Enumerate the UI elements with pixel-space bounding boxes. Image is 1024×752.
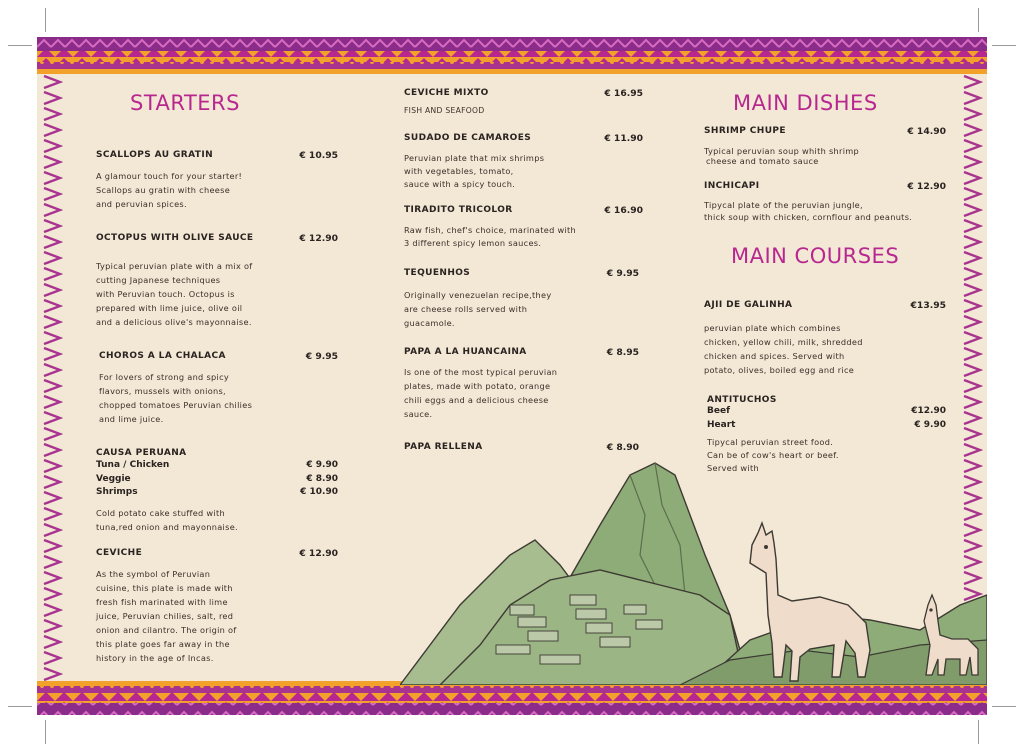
menu-item-sudado bbox=[404, 133, 643, 191]
menu-item-shrimp-chupe bbox=[704, 126, 946, 166]
item-name: AJII DE GALINHA bbox=[704, 300, 793, 310]
menu-item-tiradito bbox=[404, 205, 643, 250]
menu-item-choros bbox=[99, 351, 341, 426]
item-description: As the symbol of Peruvian cuisine, this plate is made with fresh fish marinated with lime juice, Peruvian chilies, salt, red onion and cilantro. The origin of this plate goes far away in the history in the age of Incas. bbox=[96, 569, 237, 663]
item-price: € 11.90 bbox=[604, 133, 643, 144]
item-name: CAUSA PERUANA bbox=[96, 448, 187, 458]
item-price: € 12.90 bbox=[907, 181, 946, 192]
item-name: SHRIMP CHUPE bbox=[704, 126, 786, 136]
main-courses-heading: MAIN COURSES bbox=[731, 244, 900, 268]
menu-item-ajii-de-galinha bbox=[704, 300, 946, 377]
item-name: SUDADO DE CAMAROES bbox=[404, 133, 532, 143]
item-price: € 12.90 bbox=[299, 233, 338, 244]
item-description: A glamour touch for your starter! Scallops au gratin with cheese and peruvian spices. bbox=[96, 171, 243, 209]
item-description: Raw fish, chef's choice, marinated with 3 different spicy lemon sauces. bbox=[404, 225, 577, 248]
crop-mark bbox=[45, 8, 46, 32]
menu-item-ceviche-mixto bbox=[404, 88, 643, 118]
item-price: € 12.90 bbox=[299, 548, 338, 559]
bottom-border-pattern bbox=[37, 681, 987, 715]
item-description: For lovers of strong and spicy flavors, mussels with onions, chopped tomatoes Peruvian chilies and lime juice. bbox=[99, 372, 253, 424]
menu-item-inchicapi bbox=[704, 181, 946, 223]
item-description: FISH AND SEAFOOD bbox=[404, 106, 485, 115]
left-border-pattern bbox=[41, 74, 63, 681]
item-name: OCTOPUS WITH OLIVE SAUCE bbox=[96, 233, 254, 243]
item-description: Originally venezuelan recipe,they are cheese rolls served with guacamole. bbox=[404, 290, 552, 328]
item-price: € 16.90 bbox=[604, 205, 643, 216]
item-description: Typical peruvian plate with a mix of cutting Japanese techniques with Peruvian touch. Octopus is prepared with lime juice, olive oil and a delicious olive's mayonnaise. bbox=[96, 261, 253, 327]
crop-mark bbox=[992, 706, 1016, 707]
menu-item-papa-huancaina bbox=[404, 347, 643, 421]
crop-mark bbox=[8, 45, 32, 46]
variant-row: Beef €12.90 bbox=[707, 406, 946, 416]
item-description: Typical peruvian soup whith shrimp cheese and tomato sauce bbox=[704, 146, 860, 166]
machu-picchu-illustration bbox=[400, 445, 987, 685]
menu-item-papa-rellena bbox=[404, 442, 643, 452]
menu-item-antituchos bbox=[707, 395, 946, 475]
item-price: € 10.95 bbox=[299, 150, 338, 161]
menu-item-ceviche bbox=[96, 548, 338, 665]
item-description: Tipycal plate of the peruvian jungle, thick soup with chicken, cornflour and peanuts. bbox=[704, 200, 913, 222]
item-name: PAPA RELLENA bbox=[404, 442, 483, 452]
variant-row: Tuna / Chicken € 9.90 bbox=[96, 460, 338, 470]
menu-sheet bbox=[37, 37, 987, 715]
menu-item-octopus bbox=[96, 233, 338, 329]
item-description: Tipycal peruvian street food. Can be of cow's heart or beef. Served with bbox=[707, 437, 839, 473]
middle-column bbox=[404, 37, 643, 457]
menu-item-tequenhos bbox=[404, 268, 643, 330]
item-description: Is one of the most typical peruvian plates, made with potato, orange chili eggs and a delicious cheese sauce. bbox=[404, 367, 558, 419]
item-name: SCALLOPS AU GRATIN bbox=[96, 150, 213, 160]
variant-row: Shrimps € 10.90 bbox=[96, 487, 338, 497]
item-price: € 8.95 bbox=[606, 347, 639, 358]
crop-mark bbox=[978, 720, 979, 744]
item-price: € 8.90 bbox=[606, 442, 639, 453]
item-name: PAPA A LA HUANCAINA bbox=[404, 347, 527, 357]
item-name: ANTITUCHOS bbox=[707, 395, 777, 405]
item-name: INCHICAPI bbox=[704, 181, 760, 191]
item-name: CHOROS A LA CHALACA bbox=[99, 351, 226, 361]
item-name: CEVICHE bbox=[96, 548, 143, 558]
item-price: € 14.90 bbox=[907, 126, 946, 137]
item-description: Peruvian plate that mix shrimps with vegetables, tomato, sauce with a spicy touch. bbox=[404, 153, 545, 189]
crop-mark bbox=[8, 706, 32, 707]
item-name: CEVICHE MIXTO bbox=[404, 88, 489, 98]
item-name: TIRADITO TRICOLOR bbox=[404, 205, 513, 215]
starters-heading: STARTERS bbox=[130, 91, 240, 115]
main-dishes-heading: MAIN DISHES bbox=[733, 91, 878, 115]
menu-item-scallops bbox=[96, 150, 338, 211]
item-description: peruvian plate which combines chicken, yellow chili, milk, shredded chicken and spices. Served with potato, olives, boiled egg and rice bbox=[704, 323, 863, 375]
crop-mark bbox=[992, 45, 1016, 46]
right-column bbox=[704, 37, 946, 477]
crop-mark bbox=[45, 720, 46, 744]
variant-row: Heart € 9.90 bbox=[707, 419, 946, 430]
item-description: Cold potato cake stuffed with tuna,red onion and mayonnaise. bbox=[96, 507, 238, 532]
item-price: € 16.95 bbox=[604, 88, 643, 99]
item-name: TEQUENHOS bbox=[404, 268, 471, 278]
item-price: € 9.95 bbox=[606, 268, 639, 279]
menu-item-causa bbox=[96, 448, 338, 534]
item-price: €13.95 bbox=[910, 300, 946, 311]
crop-mark bbox=[978, 8, 979, 32]
variant-row: Veggie € 8.90 bbox=[96, 473, 338, 484]
item-price: € 9.95 bbox=[305, 351, 338, 362]
starters-column bbox=[96, 37, 338, 677]
